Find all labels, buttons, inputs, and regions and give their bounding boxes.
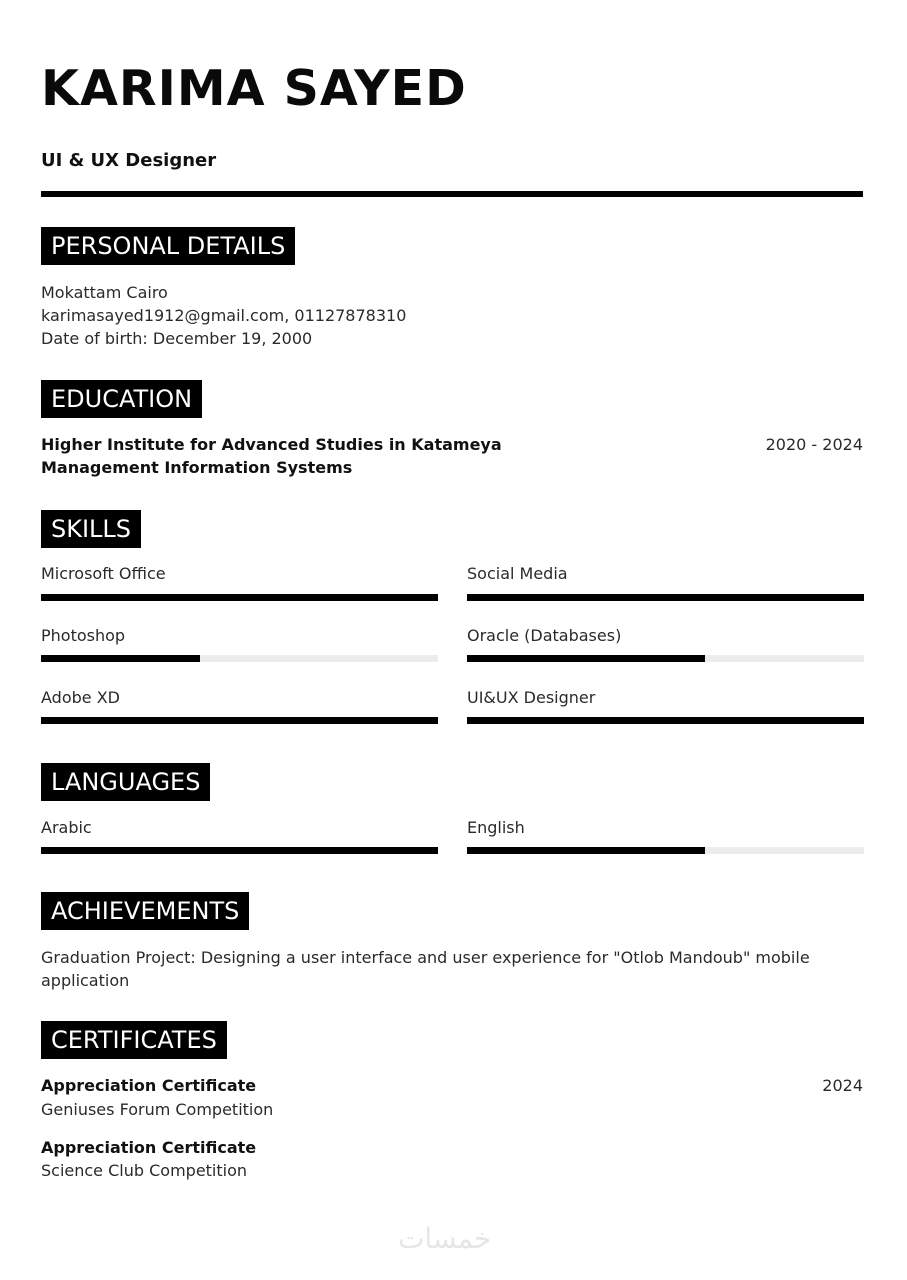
resume-page bbox=[41, 0, 863, 1280]
skill-bar bbox=[467, 594, 864, 601]
certificate-name: Appreciation Certificate bbox=[41, 1076, 257, 1095]
language-bar bbox=[467, 847, 864, 854]
achievement-text: Graduation Project: Designing a user interface and user experience for "Otlob Mandoub" mobile application bbox=[41, 948, 810, 990]
skill-label: Microsoft Office bbox=[41, 564, 166, 583]
certificate-year: 2024 bbox=[822, 1076, 863, 1095]
skill-bar-fill bbox=[41, 717, 438, 724]
skill-bar-fill bbox=[41, 655, 200, 662]
skill-bar-fill bbox=[467, 655, 705, 662]
skill-bar-fill bbox=[467, 717, 864, 724]
watermark-logo: خمسات bbox=[398, 1222, 492, 1255]
skill-label: Adobe XD bbox=[41, 688, 120, 707]
skill-label: UI&UX Designer bbox=[467, 688, 596, 707]
skill-bar bbox=[41, 655, 438, 662]
language-bar-fill bbox=[41, 847, 438, 854]
skill-bar bbox=[41, 594, 438, 601]
header-divider bbox=[41, 191, 863, 197]
skill-bar bbox=[41, 717, 438, 724]
section-heading-certificates: CERTIFICATES bbox=[41, 1021, 227, 1059]
skill-bar-fill bbox=[41, 594, 438, 601]
education-years: 2020 - 2024 bbox=[765, 435, 863, 454]
language-label: Arabic bbox=[41, 818, 92, 837]
education-program: Management Information Systems bbox=[41, 458, 353, 477]
education-school: Higher Institute for Advanced Studies in Katameya bbox=[41, 435, 502, 454]
certificate-name: Appreciation Certificate bbox=[41, 1138, 257, 1157]
section-heading-personal: PERSONAL DETAILS bbox=[41, 227, 295, 265]
resume-name: KARIMA SAYED bbox=[41, 60, 467, 117]
certificate-issuer: Geniuses Forum Competition bbox=[41, 1100, 274, 1119]
resume-role: UI & UX Designer bbox=[41, 150, 217, 171]
personal-dob: Date of birth: December 19, 2000 bbox=[41, 329, 313, 348]
language-bar bbox=[41, 847, 438, 854]
skill-label: Oracle (Databases) bbox=[467, 626, 622, 645]
personal-contact: karimasayed1912@gmail.com, 01127878310 bbox=[41, 306, 407, 325]
section-heading-skills: SKILLS bbox=[41, 510, 141, 548]
certificate-issuer: Science Club Competition bbox=[41, 1161, 248, 1180]
skill-label: Photoshop bbox=[41, 626, 126, 645]
skill-bar bbox=[467, 655, 864, 662]
section-heading-education: EDUCATION bbox=[41, 380, 202, 418]
section-heading-languages: LANGUAGES bbox=[41, 763, 210, 801]
skill-bar-fill bbox=[467, 594, 864, 601]
skill-bar bbox=[467, 717, 864, 724]
language-bar-fill bbox=[467, 847, 705, 854]
language-label: English bbox=[467, 818, 525, 837]
skill-label: Social Media bbox=[467, 564, 568, 583]
personal-address: Mokattam Cairo bbox=[41, 283, 168, 302]
section-heading-achievements: ACHIEVEMENTS bbox=[41, 892, 249, 930]
